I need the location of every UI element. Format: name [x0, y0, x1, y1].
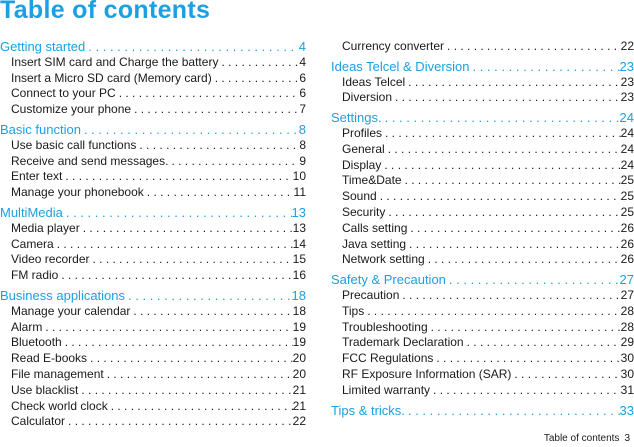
footer-label: Table of contents [543, 433, 620, 444]
toc-entry-page-number: 18 [292, 303, 306, 318]
dot-leader [511, 367, 620, 383]
toc-entry[interactable] [0, 221, 306, 237]
toc-entry-page-number: 26 [620, 236, 634, 251]
dot-leader [392, 90, 621, 106]
toc-entry-page-number: 19 [292, 319, 306, 334]
dot-leader [90, 252, 293, 268]
toc-entry[interactable] [0, 86, 306, 102]
toc-entry-page-number: 11 [293, 185, 306, 200]
toc-entry-page-number: 20 [292, 366, 306, 381]
toc-section [331, 403, 634, 419]
toc-entry-page-number: 13 [292, 220, 306, 235]
toc-entry-page-number: 27 [620, 287, 634, 302]
toc-entry-page-number: 14 [292, 236, 306, 251]
toc-entry[interactable] [331, 39, 634, 55]
toc-heading-label: MultiMedia [0, 204, 63, 220]
toc-entry-page-number: 16 [292, 268, 306, 283]
toc-entry[interactable] [331, 173, 634, 189]
toc-entry-label: Manage your calendar [11, 303, 131, 318]
dot-leader [402, 173, 621, 189]
toc-entry-label: Java setting [342, 236, 407, 251]
toc-entry-label: FCC Regulations [342, 351, 434, 366]
dot-leader [382, 126, 621, 142]
toc-entry[interactable] [0, 399, 306, 415]
toc-entry-page-number: 24 [620, 157, 634, 172]
dot-leader [381, 158, 620, 174]
toc-entry-page-number: 28 [620, 303, 634, 318]
toc-entry[interactable] [0, 268, 306, 284]
toc-section [331, 272, 634, 398]
toc-entry[interactable] [0, 414, 306, 430]
toc-heading-label: Business applications [0, 287, 126, 303]
toc-entry[interactable] [331, 335, 634, 351]
toc-entry[interactable] [331, 142, 634, 158]
toc-entry-label: Ideas Telcel [342, 74, 406, 89]
dot-leader [108, 399, 293, 415]
toc-heading-page-number: 8 [298, 121, 306, 137]
toc-entry-page-number: 8 [299, 137, 306, 152]
dot-leader [377, 189, 621, 205]
dot-leader [54, 237, 293, 253]
toc-entry[interactable] [0, 102, 306, 118]
toc-section-heading[interactable] [0, 122, 306, 138]
toc-entry-page-number: 24 [620, 141, 634, 156]
toc-entry[interactable] [331, 288, 634, 304]
toc-entry-label: Insert a Micro SD card (Memory card) [11, 70, 212, 85]
toc-entry-label: Insert SIM card and Charge the battery [11, 54, 219, 69]
toc-entry[interactable] [0, 237, 306, 253]
dot-leader [104, 367, 293, 383]
toc-entry-page-number: 6 [299, 70, 306, 85]
dot-leader [62, 335, 293, 351]
toc-entry-label: Time&Date [342, 173, 402, 188]
dot-leader [218, 55, 299, 71]
toc-section [0, 288, 306, 430]
toc-entry-page-number: 23 [620, 90, 634, 105]
dot-leader [385, 205, 620, 221]
toc-entry[interactable] [0, 169, 306, 185]
toc-heading-page-number: 4 [298, 39, 306, 54]
dot-leader [385, 142, 621, 158]
toc-entry-page-number: 4 [299, 54, 306, 69]
toc-entry-page-number: 19 [292, 335, 306, 350]
dot-leader [125, 288, 292, 304]
toc-entry[interactable] [0, 351, 306, 367]
toc-entry-label: Currency converter [342, 39, 445, 53]
toc-entry-page-number: 9 [299, 153, 306, 168]
dot-leader [399, 288, 620, 304]
dot-leader [144, 185, 294, 201]
dot-leader [65, 414, 293, 430]
toc-entry-label: Bluetooth [11, 335, 62, 350]
page-title: Table of contents [0, 0, 211, 24]
toc-heading-page-number: 23 [619, 58, 634, 74]
dot-leader [42, 320, 292, 336]
toc-entry-page-number: 24 [620, 125, 634, 140]
dot-leader [116, 86, 300, 102]
dot-leader [81, 122, 299, 138]
toc-entry[interactable] [331, 126, 634, 142]
toc-entry-label: Receive and send messages. [11, 153, 169, 168]
dot-leader [212, 71, 300, 87]
toc-heading-label: Tips & tricks. [331, 402, 405, 418]
toc-entry[interactable] [0, 185, 306, 201]
dot-leader [407, 221, 620, 237]
toc-section-heading[interactable] [331, 272, 634, 288]
dot-leader [425, 252, 621, 268]
toc-entry-page-number: 22 [292, 414, 306, 429]
dot-leader [470, 59, 620, 75]
dot-leader [63, 205, 292, 221]
toc-heading-page-number: 18 [291, 287, 306, 303]
toc-section-heading[interactable] [331, 110, 634, 126]
toc-section-heading[interactable] [0, 39, 306, 55]
toc-entry-page-number: 15 [292, 252, 306, 267]
toc-entry-page-number: 25 [620, 204, 634, 219]
toc-entry[interactable] [0, 304, 306, 320]
dot-leader [430, 383, 621, 399]
toc-entry[interactable] [0, 320, 306, 336]
dot-leader [406, 237, 621, 253]
dot-leader [405, 403, 620, 419]
toc-entry-label: File management [11, 366, 104, 381]
toc-entry-label: Tips [342, 303, 365, 318]
page-footer [544, 433, 630, 444]
toc-entry-label: Calculator [11, 414, 66, 429]
toc-entry[interactable] [0, 71, 306, 87]
toc-section-heading[interactable] [331, 59, 634, 75]
dot-leader [78, 383, 292, 399]
toc-entry[interactable] [331, 158, 634, 174]
toc-entry[interactable] [0, 367, 306, 383]
toc-entry-label: FM radio [11, 268, 59, 283]
toc-heading-label: Settings. [331, 110, 382, 126]
dot-leader [58, 268, 292, 284]
toc-entry[interactable] [331, 367, 634, 383]
toc-entry-label: Read E-books [11, 351, 88, 366]
dot-leader [131, 102, 299, 118]
toc-entry-label: Calls setting [342, 220, 408, 235]
toc-heading-page-number: 13 [291, 204, 306, 220]
toc-section-heading[interactable] [0, 205, 306, 221]
toc-entry[interactable] [0, 252, 306, 268]
dot-leader [444, 39, 621, 55]
toc-section [0, 39, 306, 118]
toc-entry[interactable] [331, 237, 634, 253]
toc-entry-label: Trademark Declaration [342, 335, 464, 350]
toc-entry[interactable] [331, 351, 634, 367]
dot-leader [464, 335, 621, 351]
dot-leader [446, 272, 620, 288]
dot-leader [382, 110, 620, 126]
toc-entry-label: Connect to your PC [11, 86, 116, 101]
toc-entry-label: Customize your phone [11, 102, 132, 117]
toc-section [0, 205, 306, 284]
toc-entry[interactable] [0, 138, 306, 154]
toc-heading-label: Getting started [0, 39, 86, 54]
toc-entry-label: Manage your phonebook [11, 185, 144, 200]
toc-entry[interactable] [0, 55, 306, 71]
toc-entry-page-number: 21 [292, 398, 306, 413]
dot-leader [364, 304, 620, 320]
dot-leader [87, 351, 293, 367]
toc-entry-label: Media player [11, 220, 80, 235]
toc-section [331, 39, 634, 55]
toc-entry[interactable] [0, 383, 306, 399]
toc-entry-label: General [342, 141, 385, 156]
dot-leader [85, 39, 298, 55]
toc-section-heading[interactable] [331, 403, 634, 419]
toc-entry[interactable] [0, 335, 306, 351]
dot-leader [428, 320, 621, 336]
toc-entry-page-number: 29 [620, 335, 634, 350]
footer-page-number: 3 [624, 433, 630, 444]
toc-entry-label: Enter text [11, 169, 63, 184]
dot-leader [80, 221, 293, 237]
dot-leader [433, 351, 620, 367]
toc-entry-label: Network setting [342, 252, 425, 267]
toc-entry-label: Troubleshooting [342, 319, 428, 334]
toc-entry-label: Security [342, 204, 386, 219]
toc-entry-label: Display [342, 157, 382, 172]
dot-leader [136, 138, 299, 154]
toc-entry-page-number: 28 [620, 319, 634, 334]
toc-entry-label: Check world clock [11, 398, 108, 413]
toc-entry-label: Limited warranty [342, 382, 431, 397]
toc-entry-label: Precaution [342, 287, 400, 302]
toc-section [331, 110, 634, 268]
toc-entry[interactable] [0, 154, 306, 170]
toc-entry-label: Camera [11, 236, 54, 251]
toc-entry[interactable] [331, 383, 634, 399]
toc-entry-page-number: 31 [620, 382, 634, 397]
toc-entry[interactable] [331, 90, 634, 106]
toc-section [0, 122, 306, 201]
toc-entry-page-number: 30 [620, 366, 634, 381]
toc-entry-page-number: 23 [620, 74, 634, 89]
toc-heading-label: Safety & Precaution [331, 272, 446, 288]
toc-heading-label: Basic function [0, 121, 81, 137]
toc-entry-label: Diversion [342, 90, 393, 105]
toc-entry-label: Sound [342, 189, 377, 204]
dot-leader [130, 304, 292, 320]
toc-column-left [0, 39, 306, 434]
toc-entry[interactable] [331, 189, 634, 205]
toc-heading-label: Ideas Telcel & Diversion [331, 58, 470, 74]
toc-entry-label: Video recorder [11, 252, 90, 267]
dot-leader [405, 75, 620, 91]
toc-heading-page-number: 24 [619, 110, 634, 126]
toc-entry[interactable] [331, 75, 634, 91]
toc-entry-label: Use basic call functions [11, 137, 137, 152]
toc-entry-page-number: 10 [292, 169, 306, 184]
toc-entry-page-number: 21 [292, 382, 306, 397]
toc-entry-label: Alarm [11, 319, 43, 334]
toc-entry-page-number: 6 [299, 86, 306, 101]
toc-entry-label: Profiles [342, 125, 383, 140]
toc-entry-page-number: 20 [292, 351, 306, 366]
toc-entry-page-number: 7 [299, 102, 306, 117]
toc-section [331, 59, 634, 106]
dot-leader [62, 169, 292, 185]
toc-entry-label: RF Exposure Information (SAR) [342, 366, 512, 381]
toc-heading-page-number: 27 [619, 272, 634, 288]
toc-entry-page-number: 30 [620, 351, 634, 366]
toc-entry-label: Use blacklist [11, 382, 79, 397]
toc-entry-page-number: 26 [620, 220, 634, 235]
dot-leader [168, 154, 299, 170]
toc-entry-page-number: 25 [620, 173, 634, 188]
toc-entry-page-number: 25 [620, 189, 634, 204]
toc-entry-page-number: 26 [620, 252, 634, 267]
toc-entry[interactable] [331, 205, 634, 221]
toc-section-heading[interactable] [0, 288, 306, 304]
toc-entry[interactable] [331, 221, 634, 237]
toc-entry[interactable] [331, 320, 634, 336]
toc-column-right [331, 39, 634, 422]
toc-entry-page-number: 22 [620, 39, 634, 53]
toc-entry[interactable] [331, 252, 634, 268]
toc-entry[interactable] [331, 304, 634, 320]
toc-heading-page-number: 33 [619, 402, 634, 418]
